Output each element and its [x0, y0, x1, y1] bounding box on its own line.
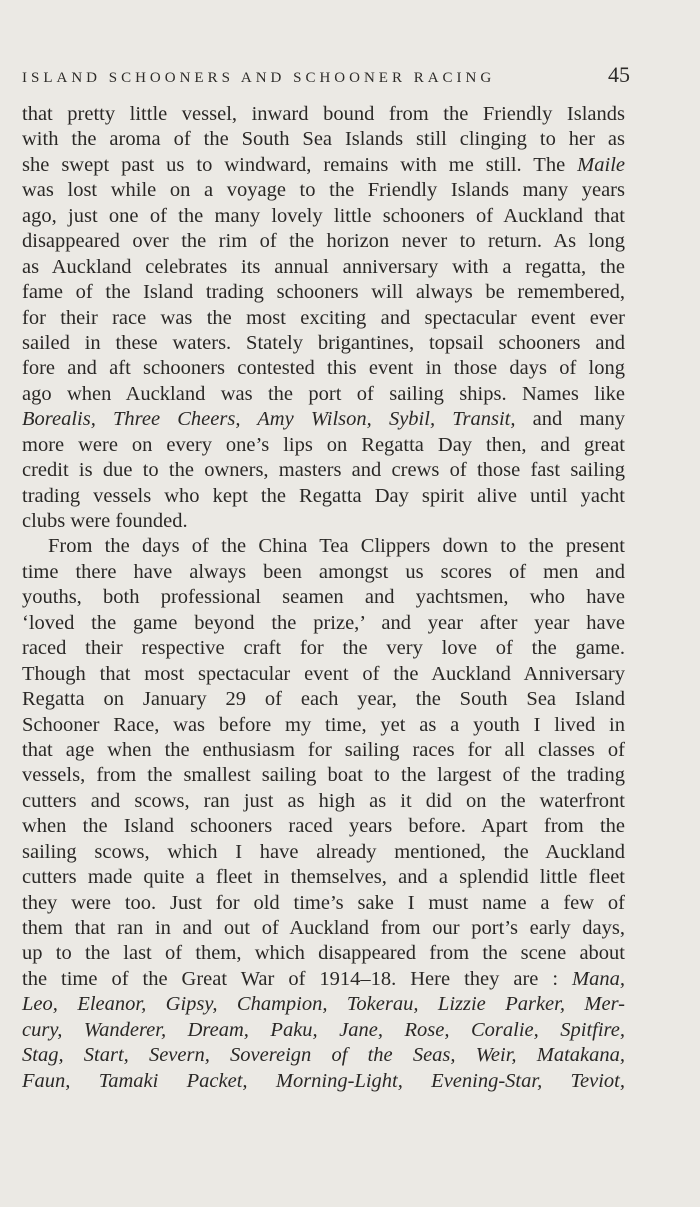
text-line [22, 1069, 625, 1094]
text-segment: sailing scows, which I have already mentioned, the Auckland [22, 840, 625, 863]
text-segment: ‘loved the game beyond the prize,’ and year after year have [22, 611, 625, 634]
text-segment: disappeared over the rim of the horizon never to return. As long [22, 230, 625, 253]
text-line [22, 127, 625, 152]
italic-text: Borealis, Three Cheers, Amy Wilson, Sybil, Transit, [22, 408, 516, 431]
text-line [22, 153, 625, 178]
text-line [22, 331, 625, 356]
text-line [22, 356, 625, 381]
text-segment: as Auckland celebrates its annual anniversary with a regatta, the [22, 255, 625, 278]
text-segment: ago when Auckland was the port of sailing ships. Names like [22, 382, 625, 405]
text-line [22, 763, 625, 788]
text-line [22, 840, 625, 865]
text-segment: Regatta on January 29 of each year, the South Sea Island [22, 688, 625, 711]
text-line [22, 585, 625, 610]
text-line [22, 433, 625, 458]
text-segment: she swept past us to windward, remains with me still. The [22, 153, 578, 176]
text-line [22, 484, 625, 509]
text-line [22, 611, 625, 636]
text-segment: cutters made quite a fleet in themselves, and a splendid little fleet [22, 866, 625, 889]
running-head [22, 62, 630, 92]
text-segment: Schooner Race, was before my time, yet as a youth I lived in [22, 713, 625, 736]
text-segment: and many [515, 408, 625, 431]
text-line [22, 306, 625, 331]
body-text [22, 102, 625, 1094]
text-line [22, 738, 625, 763]
page-number: 45 [608, 62, 630, 87]
text-segment: Though that most spectacular event of the Auckland Anniversary [22, 662, 625, 685]
text-line [22, 204, 625, 229]
text-segment: ago, just one of the many lovely little schooners of Auckland that [22, 204, 625, 227]
text-segment: credit is due to the owners, masters and crews of those fast sailing [22, 459, 625, 482]
text-line [22, 636, 625, 661]
text-segment: fore and aft schooners contested this event in those days of long [22, 357, 625, 380]
text-line [22, 687, 625, 712]
text-line [22, 382, 625, 407]
italic-text: Faun, Tamaki Packet, Morning-Light, Evening-Star, Teviot, [22, 1069, 625, 1092]
text-segment: was lost while on a voyage to the Friendly Islands many years [22, 179, 625, 202]
text-segment: raced their respective craft for the very love of the game. [22, 637, 625, 660]
text-segment: when the Island schooners raced years before. Apart from the [22, 815, 625, 838]
text-line [22, 891, 625, 916]
text-line [22, 534, 625, 559]
text-segment: that age when the enthusiasm for sailing races for all classes of [22, 738, 625, 761]
text-line [22, 865, 625, 890]
text-segment: them that ran in and out of Auckland from our port’s early days, [22, 917, 625, 939]
text-line [22, 662, 625, 687]
text-line [22, 967, 625, 992]
text-segment: with the aroma of the South Sea Islands still clinging to her as [22, 128, 625, 151]
italic-text: Stag, Start, Severn, Sovereign of the Seas, Weir, Matakana, [22, 1044, 625, 1067]
text-segment: youths, both professional seamen and yachtsmen, who have [22, 586, 625, 609]
text-line [22, 255, 625, 280]
text-line [22, 509, 625, 534]
text-segment: fame of the Island trading schooners will always be remembered, [22, 281, 625, 304]
text-line [22, 1043, 625, 1068]
text-line [22, 916, 625, 941]
text-line [22, 992, 625, 1017]
text-line [22, 229, 625, 254]
text-line [22, 789, 625, 814]
text-segment: vessels, from the smallest sailing boat to the largest of the trading [22, 764, 625, 787]
text-line [22, 814, 625, 839]
text-segment: From the days of the China Tea Clippers down to the present [48, 535, 625, 558]
text-segment: more were on every one’s lips on Regatta Day then, and great [22, 433, 625, 456]
text-line [22, 102, 625, 127]
text-segment: that pretty little vessel, inward bound from the Friendly Islands [22, 103, 625, 125]
text-segment: clubs were founded. [22, 510, 188, 532]
italic-text: Leo, Eleanor, Gipsy, Champion, Tokerau, Lizzie Parker, Mer- [22, 993, 625, 1016]
text-segment: the time of the Great War of 1914–18. Here they are : [22, 967, 573, 990]
italic-text: Mana, [572, 967, 625, 990]
text-segment: for their race was the most exciting and spectacular event ever [22, 306, 625, 329]
italic-text: cury, Wanderer, Dream, Paku, Jane, Rose, Coralie, Spitfire, [22, 1018, 625, 1041]
text-line [22, 280, 625, 305]
text-line [22, 407, 625, 432]
text-line [22, 458, 625, 483]
text-line [22, 941, 625, 966]
text-segment: they were too. Just for old time’s sake I must name a few of [22, 891, 625, 914]
text-segment: up to the last of them, which disappeared from the scene about [22, 942, 625, 965]
text-line [22, 1018, 625, 1043]
text-segment: time there have always been amongst us scores of men and [22, 560, 625, 583]
text-line [22, 560, 625, 585]
text-line [22, 713, 625, 738]
italic-text: Maile [577, 153, 625, 176]
text-segment: cutters and scows, ran just as high as it did on the waterfront [22, 789, 625, 812]
running-head-title: ISLAND SCHOONERS AND SCHOONER RACING [22, 70, 496, 86]
text-line [22, 178, 625, 203]
text-segment: trading vessels who kept the Regatta Day spirit alive until yacht [22, 484, 625, 507]
text-segment: sailed in these waters. Stately brigantines, topsail schooners and [22, 331, 625, 354]
